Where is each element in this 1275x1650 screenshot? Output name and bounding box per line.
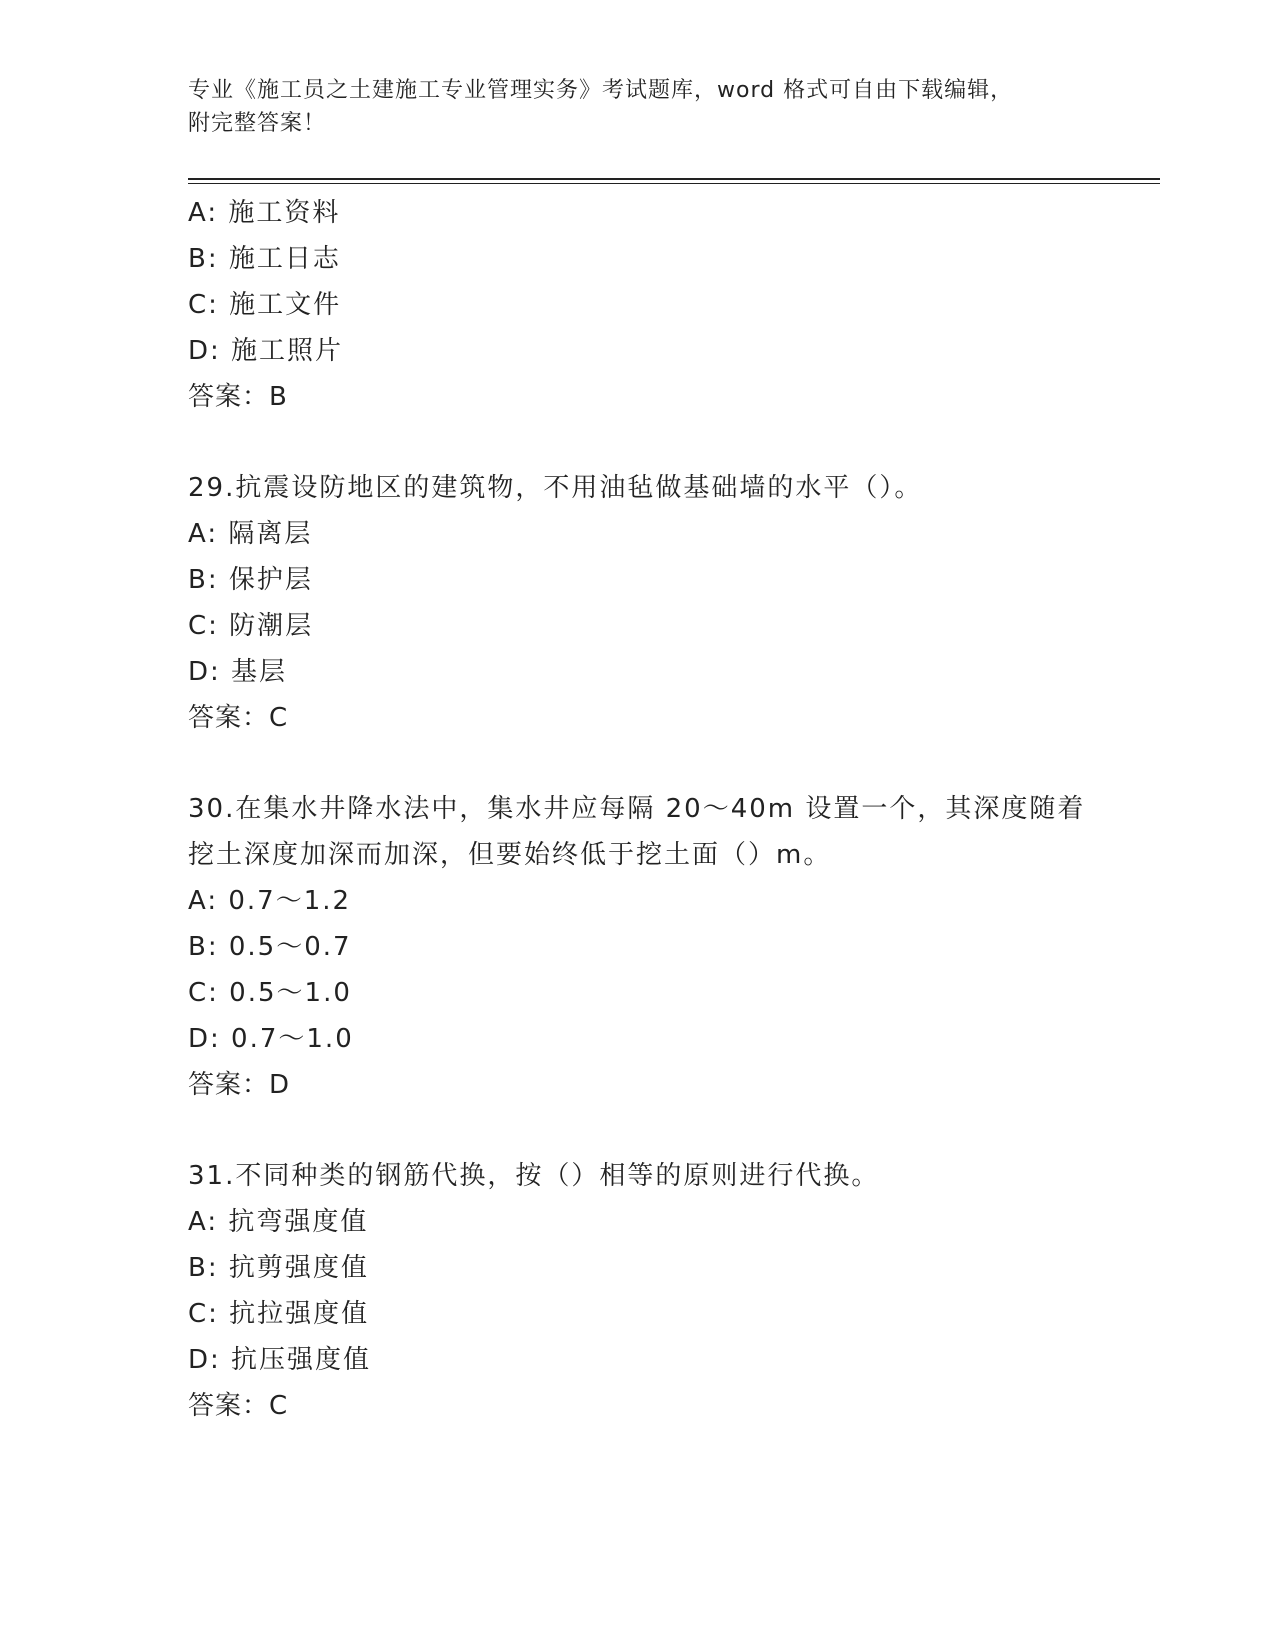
- option-a: A: 抗弯强度值: [188, 1207, 369, 1237]
- option-b: B: 施工日志: [188, 244, 341, 274]
- question-stem-continued: 挖土深度加深而加深，但要始终低于挖土面（）m。: [188, 840, 832, 870]
- answer-line: 答案：D: [188, 1070, 291, 1100]
- header-line-2: 附完整答案！: [188, 111, 327, 136]
- answer-line: 答案：C: [188, 1391, 289, 1421]
- option-b: B: 0.5～0.7: [188, 932, 352, 962]
- question-list: [188, 190, 1148, 1429]
- option-c: C: 施工文件: [188, 290, 342, 320]
- question-31: [188, 1153, 1148, 1429]
- question-28-continued: [188, 190, 1148, 420]
- option-b: B: 抗剪强度值: [188, 1253, 369, 1283]
- option-d: D: 施工照片: [188, 336, 344, 366]
- answer-line: 答案：C: [188, 703, 289, 733]
- option-a: A: 隔离层: [188, 519, 313, 549]
- question-29: [188, 465, 1148, 741]
- answer-line: 答案：B: [188, 382, 288, 412]
- header-line-1: 专业《施工员之土建施工专业管理实务》考试题库，word 格式可自由下载编辑，: [188, 78, 1014, 103]
- option-d: D: 0.7～1.0: [188, 1024, 354, 1054]
- option-a: A: 0.7～1.2: [188, 886, 352, 916]
- option-b: B: 保护层: [188, 565, 313, 595]
- option-c: C: 抗拉强度值: [188, 1299, 370, 1329]
- option-d: D: 抗压强度值: [188, 1345, 372, 1375]
- header-divider-thin: [188, 183, 1160, 184]
- header-divider-thick: [188, 178, 1160, 180]
- question-stem: 29.抗震设防地区的建筑物，不用油毡做基础墙的水平（）。: [188, 473, 923, 503]
- spacer: [188, 1108, 1148, 1153]
- option-c: C: 防潮层: [188, 611, 314, 641]
- spacer: [188, 741, 1148, 786]
- option-d: D: 基层: [188, 657, 288, 687]
- option-a: A: 施工资料: [188, 198, 341, 228]
- question-30: [188, 786, 1148, 1108]
- option-c: C: 0.5～1.0: [188, 978, 352, 1008]
- question-stem: 31.不同种类的钢筋代换，按（）相等的原则进行代换。: [188, 1161, 880, 1191]
- question-stem: 30.在集水井降水法中，集水井应每隔 20～40m 设置一个，其深度随着: [188, 794, 1086, 824]
- spacer: [188, 420, 1148, 465]
- document-header: [188, 74, 1088, 140]
